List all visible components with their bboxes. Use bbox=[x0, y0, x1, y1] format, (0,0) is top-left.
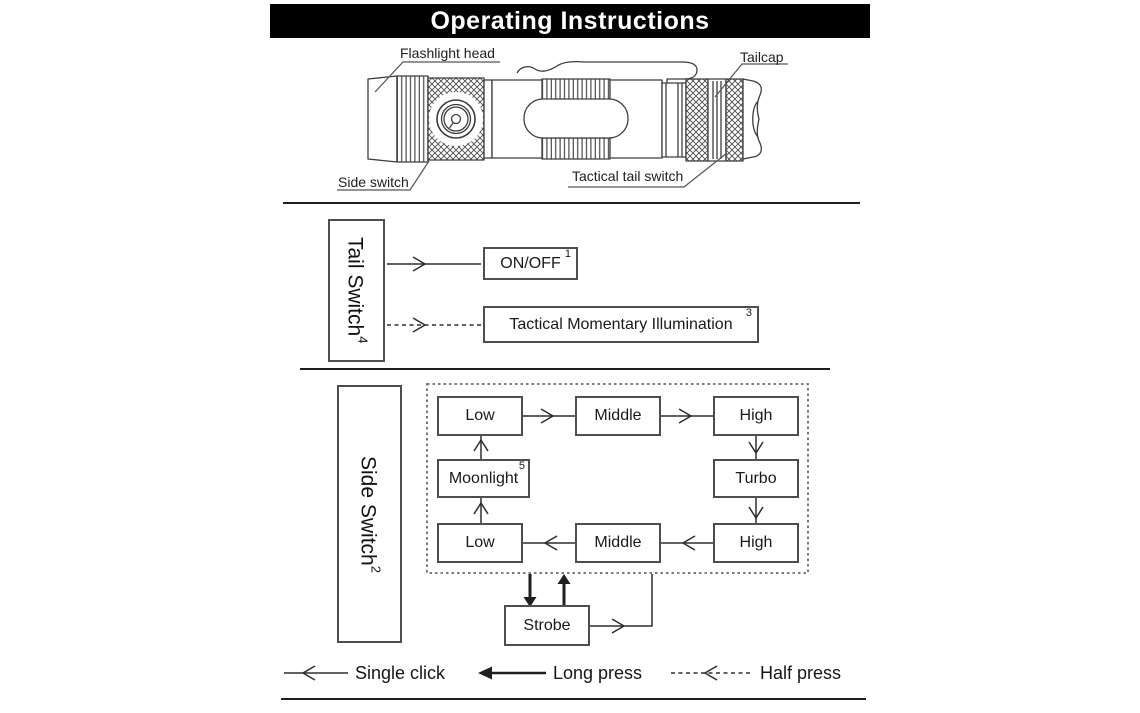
legend-single-click-arrow bbox=[284, 666, 348, 680]
half-press-arrow-tmi bbox=[387, 318, 481, 332]
legend-half-press-label: Half press bbox=[760, 663, 842, 683]
head-bezel bbox=[368, 76, 397, 162]
long-press-up-arrow bbox=[558, 574, 571, 606]
mode-box-moonlight: Moonlight 5 bbox=[437, 459, 530, 498]
battery-tube bbox=[492, 80, 662, 158]
legend-long-press-arrow bbox=[478, 667, 546, 680]
mode-box-low-top: Low bbox=[437, 396, 523, 436]
side-switch-button bbox=[429, 92, 483, 146]
onoff-footnote: 1 bbox=[564, 248, 571, 260]
label-tailcap: Tailcap bbox=[740, 49, 784, 65]
tailcap-knurl-front bbox=[686, 79, 708, 161]
label-flashlight-head: Flashlight head bbox=[400, 45, 495, 61]
legend-single-click-label: Single click bbox=[355, 663, 446, 683]
tail-switch-boot bbox=[753, 101, 758, 137]
long-press-down-arrow bbox=[524, 574, 537, 607]
onoff-box: ON/OFF 1 bbox=[483, 247, 578, 280]
head-fins bbox=[397, 76, 428, 162]
leader-tailcap bbox=[715, 64, 788, 97]
head-knurl bbox=[428, 78, 484, 160]
tailcap-knurl-rear bbox=[726, 79, 743, 161]
mode-box-strobe: Strobe bbox=[504, 605, 590, 646]
legend-half-press-arrow bbox=[671, 666, 751, 680]
tail-switch-arrows bbox=[387, 257, 481, 332]
leader-flashlight-head bbox=[375, 62, 500, 92]
flashlight-illustration bbox=[368, 62, 761, 162]
mode-box-middle-bottom: Middle bbox=[575, 523, 661, 563]
page-title: Operating Instructions bbox=[270, 4, 870, 38]
pocket-clip bbox=[517, 62, 697, 83]
tmi-footnote: 3 bbox=[745, 307, 752, 319]
leader-lines bbox=[337, 62, 788, 190]
side-switch-box: Side Switch$^2$ bbox=[337, 385, 402, 643]
label-tactical-tail-switch: Tactical tail switch bbox=[572, 168, 684, 184]
mode-box-high-bottom: High bbox=[713, 523, 799, 563]
tactical-momentary-illumination-box: Tactical Momentary Illumination 3 bbox=[483, 306, 759, 343]
mode-box-high-top: High bbox=[713, 396, 799, 436]
tail-switch-box: Tail Switch$^4$ bbox=[328, 219, 385, 362]
tail-switch-footnote: 4 bbox=[355, 336, 371, 344]
mode-box-low-bottom: Low bbox=[437, 523, 523, 563]
side-switch-footnote: 2 bbox=[368, 565, 384, 573]
single-click-return-arrow bbox=[590, 574, 652, 633]
mode-box-middle-top: Middle bbox=[575, 396, 661, 436]
tail-crown bbox=[743, 79, 761, 159]
label-side-switch: Side switch bbox=[338, 174, 409, 190]
moonlight-footnote: 5 bbox=[518, 460, 525, 472]
single-click-arrow-onoff bbox=[387, 257, 481, 271]
mode-box-turbo: Turbo bbox=[713, 459, 799, 498]
legend-long-press-label: Long press bbox=[553, 663, 643, 683]
